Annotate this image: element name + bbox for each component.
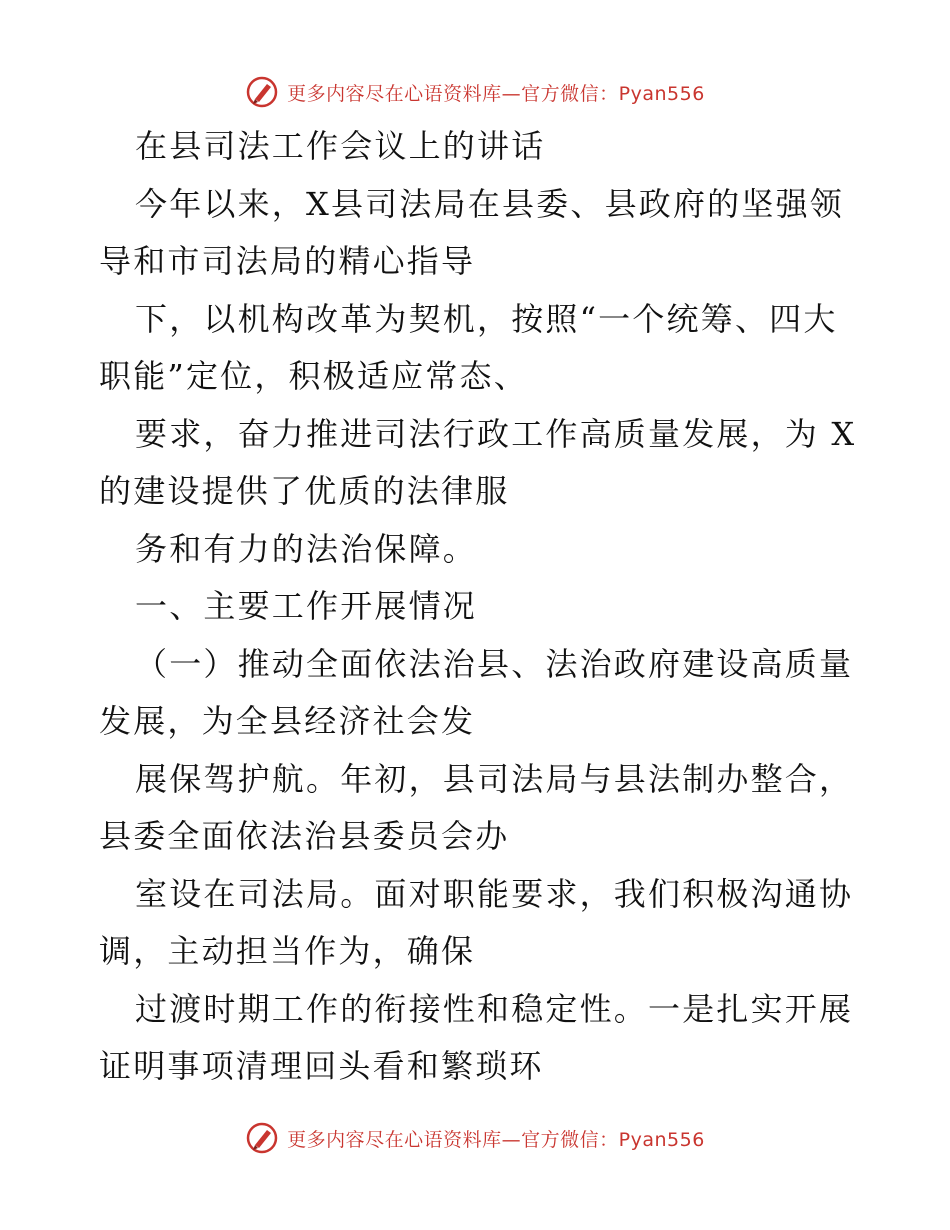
- paragraph-line: 要求，奋力推进司法行政工作高质量发展，为 X: [135, 414, 857, 453]
- paragraph-line: 过渡时期工作的衔接性和稳定性。一是扎实开展: [135, 989, 854, 1028]
- pen-logo-icon: [245, 75, 279, 109]
- paragraph-line: 下，以机构改革为契机，按照“一个统筹、四大: [135, 299, 838, 338]
- document-title: 在县司法工作会议上的讲话: [135, 127, 546, 165]
- paragraph-line: 职能”定位，积极适应常态、: [99, 357, 528, 395]
- paragraph-line: 县委全面依法治县委员会办: [99, 817, 510, 855]
- footer-banner: [0, 1118, 950, 1158]
- section-heading: 一、主要工作开展情况: [135, 587, 478, 625]
- paragraph-line: 今年以来，X县司法局在县委、县政府的坚强领: [135, 184, 844, 223]
- paragraph-line: 证明事项清理回头看和繁琐环: [99, 1047, 544, 1085]
- paragraph-line: 务和有力的法治保障。: [135, 529, 478, 568]
- header-banner: [0, 72, 950, 112]
- subsection-heading: （一）推动全面依法治县、法治政府建设高质量: [135, 644, 854, 683]
- paragraph-line: 导和市司法局的精心指导: [99, 242, 476, 280]
- document-body: [99, 118, 859, 1096]
- paragraph-line: 室设在司法局。面对职能要求，我们积极沟通协: [135, 874, 854, 913]
- paragraph-line: 的建设提供了优质的法律服: [99, 472, 510, 510]
- paragraph-line: 发展，为全县经济社会发: [99, 702, 476, 740]
- paragraph-line: 调，主动担当作为，确保: [99, 932, 476, 970]
- paragraph-line: 展保驾护航。年初，县司法局与县法制办整合，: [135, 759, 854, 798]
- pen-logo-icon: [245, 1121, 279, 1155]
- footer-banner-text: 更多内容尽在心语资料库—官方微信：Pyan556: [287, 1128, 705, 1151]
- header-banner-text: 更多内容尽在心语资料库—官方微信：Pyan556: [287, 82, 705, 105]
